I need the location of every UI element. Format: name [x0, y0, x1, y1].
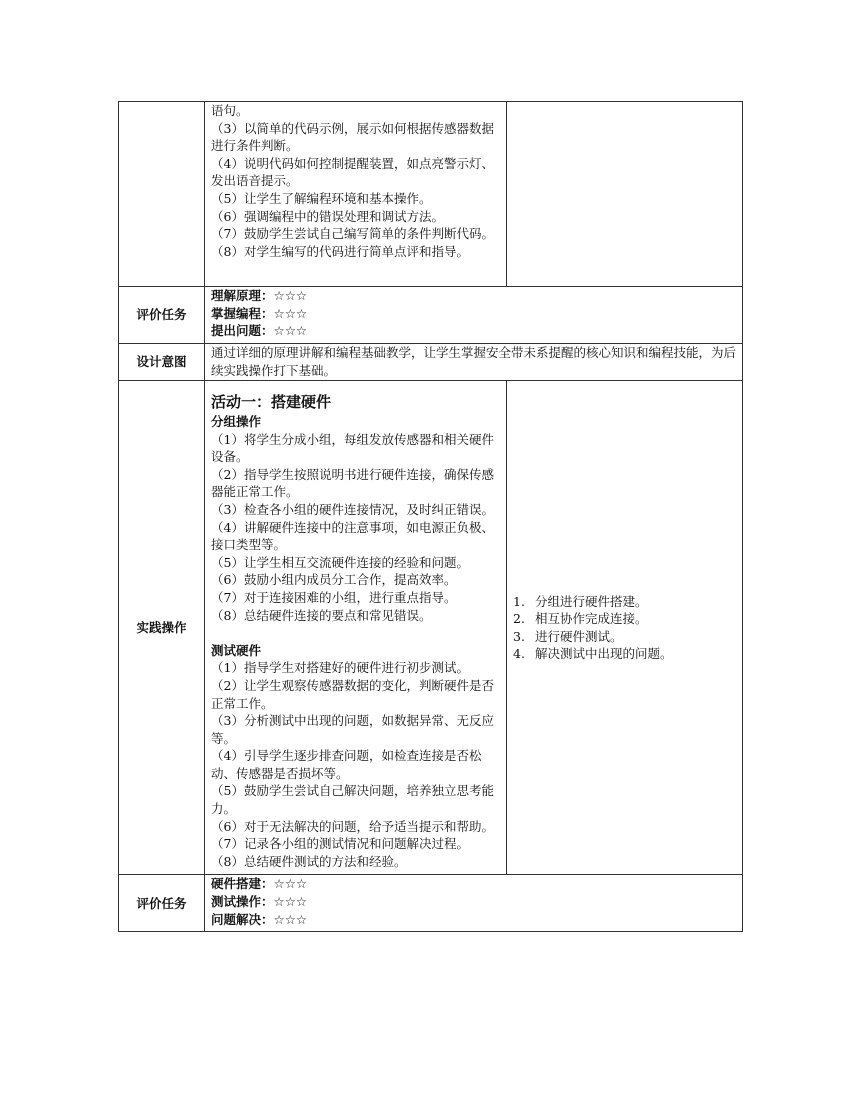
star-rating: ☆☆☆: [273, 876, 308, 892]
star-rating: ☆☆☆: [273, 305, 308, 321]
evaluation-cell: [205, 287, 743, 344]
text-line: （6）鼓励小组内成员分工合作，提高效率。: [211, 572, 457, 588]
row-label: 设计意图: [119, 344, 205, 381]
text-line: （8）总结硬件连接的要点和常见错误。: [211, 607, 432, 623]
teacher-activity-cell: [205, 381, 507, 875]
activity-title: 活动一：搭建硬件: [211, 393, 332, 411]
row-label: 评价任务: [119, 875, 205, 932]
text-line: （8）对学生编写的代码进行简单点评和指导。: [211, 243, 469, 259]
list-number: 3.: [513, 628, 525, 644]
section-heading: 测试硬件: [211, 642, 262, 658]
evaluation-item: [211, 875, 736, 893]
evaluation-name: 提出问题：: [211, 323, 274, 339]
evaluation-item: [211, 911, 736, 929]
evaluation-item: [211, 305, 736, 323]
evaluation-cell: [205, 875, 743, 932]
list-number: 4.: [513, 646, 525, 662]
star-rating: ☆☆☆: [273, 894, 308, 910]
design-intent-cell: [205, 344, 743, 381]
student-activity-cell: [507, 381, 743, 875]
list-text: 解决测试中出现的问题。: [535, 646, 673, 662]
list-item: [513, 628, 736, 646]
text-line: （6）强调编程中的错误处理和调试方法。: [211, 208, 444, 224]
text-line: （7）记录各小组的测试情况和问题解决过程。: [211, 836, 469, 852]
list-number: 1.: [513, 593, 525, 609]
text-line: （1）将学生分成小组，每组发放传感器和相关硬件设备。: [211, 431, 494, 465]
list-item: [513, 610, 736, 628]
text-line: （3）以简单的代码示例，展示如何根据传感器数据进行条件判断。: [211, 120, 494, 154]
list-text: 相互协作完成连接。: [535, 611, 648, 627]
evaluation-name: 硬件搭建：: [211, 876, 274, 892]
star-rating: ☆☆☆: [273, 288, 308, 303]
evaluation-item: [211, 322, 736, 340]
evaluation-item: [211, 893, 736, 911]
list-item: [513, 645, 736, 663]
practice-row: [119, 381, 743, 875]
star-rating: ☆☆☆: [273, 911, 308, 927]
text-line: （4）引导学生逐步排查问题，如检查连接是否松动、传感器是否损坏等。: [211, 748, 482, 781]
text-line: （2）指导学生按照说明书进行硬件连接，确保传感器能正常工作。: [211, 466, 494, 500]
text-line: （6）对于无法解决的问题，给予适当提示和帮助。: [211, 818, 494, 834]
list-number: 2.: [513, 611, 525, 627]
text-line: （4）说明代码如何控制提醒装置，如点亮警示灯、发出语音提示。: [211, 155, 494, 189]
text-line: （7）鼓励学生尝试自己编写简单的条件判断代码。: [211, 226, 494, 242]
list-text: 分组进行硬件搭建。: [535, 593, 648, 609]
spacer: [211, 624, 500, 642]
empty-label-cell: [119, 102, 205, 287]
evaluation-name: 测试操作：: [211, 894, 274, 910]
list-text: 进行硬件测试。: [535, 628, 623, 644]
row-label: 实践操作: [119, 381, 205, 875]
row-label: 评价任务: [119, 287, 205, 344]
text-line: （5）让学生相互交流硬件连接的经验和问题。: [211, 554, 469, 570]
text-line: （7）对于连接困难的小组，进行重点指导。: [211, 589, 457, 605]
section-heading: 分组操作: [211, 414, 262, 429]
evaluation-item: [211, 287, 736, 305]
student-activity-cell: [507, 102, 743, 287]
teacher-activity-cell: [205, 102, 507, 287]
student-steps-list: [513, 593, 736, 663]
design-intent-text: 通过详细的原理讲解和编程基础教学，让学生掌握安全带未系提醒的核心知识和编程技能，为后续实践操作打下基础。: [211, 345, 737, 378]
text-line: （5）让学生了解编程环境和基本操作。: [211, 190, 432, 206]
evaluation-row: [119, 287, 743, 344]
list-item: [513, 593, 736, 611]
evaluation-name: 掌握编程：: [211, 305, 274, 321]
evaluation-row: [119, 875, 743, 932]
text-line: （4）讲解硬件连接中的注意事项，如电源正负极、接口类型等。: [211, 519, 494, 553]
text-line: 语句。: [211, 103, 249, 118]
text-line: （3）检查各小组的硬件连接情况，及时纠正错误。: [211, 501, 494, 517]
text-line: （8）总结硬件测试的方法和经验。: [211, 853, 407, 869]
star-rating: ☆☆☆: [273, 323, 308, 339]
design-intent-row: [119, 344, 743, 381]
text-line: （5）鼓励学生尝试自己解决问题，培养独立思考能力。: [211, 783, 494, 817]
text-line: （3）分析测试中出现的问题，如数据异常、无反应等。: [211, 713, 494, 746]
evaluation-name: 问题解决：: [211, 911, 274, 927]
continuation-row: [119, 102, 743, 287]
evaluation-name: 理解原理：: [211, 288, 274, 303]
text-line: （1）指导学生对搭建好的硬件进行初步测试。: [211, 660, 469, 676]
lesson-table: [118, 101, 743, 932]
text-line: （2）让学生观察传感器数据的变化，判断硬件是否正常工作。: [211, 677, 494, 711]
